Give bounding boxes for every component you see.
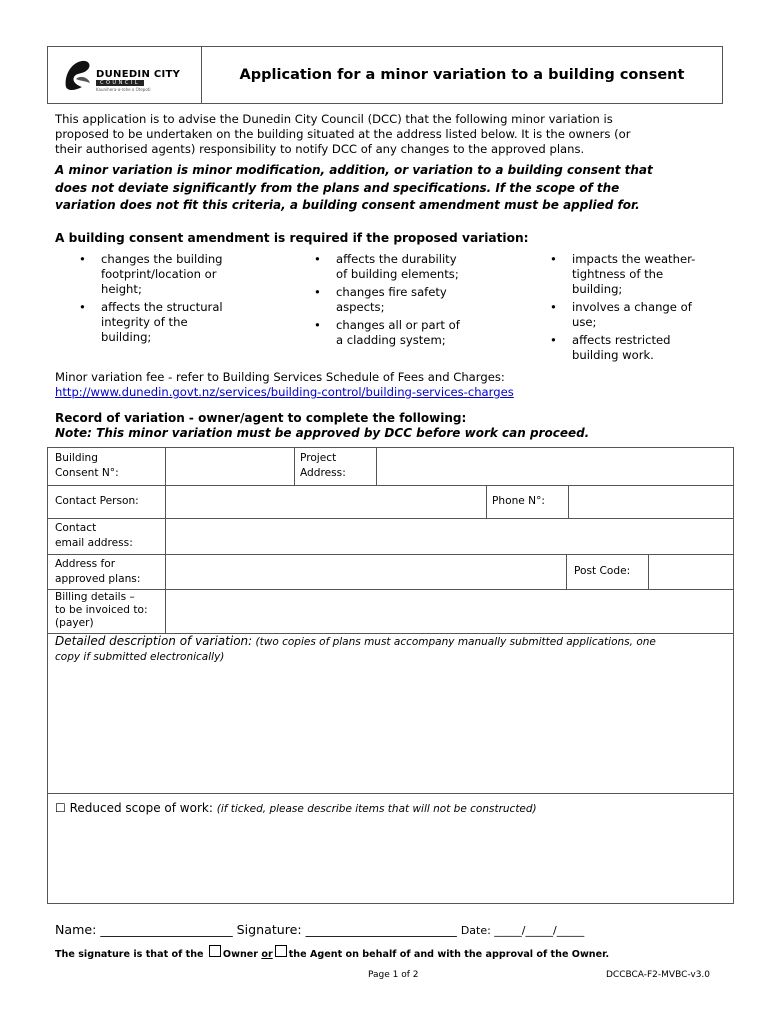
signature-line <box>55 922 584 937</box>
criteria-column-2 <box>314 252 460 351</box>
list-item: • affects the structural integrity of the building; <box>79 300 223 344</box>
criteria-column-1 <box>79 252 223 348</box>
post-code-label: Post Code: <box>574 565 631 577</box>
intro-paragraph <box>55 112 720 157</box>
contact-email-field[interactable] <box>166 519 733 554</box>
description-field[interactable] <box>48 665 733 792</box>
signature-note: The signature is that of the Owner or the Agent on behalf of and with the approval of the Owner. <box>55 945 609 960</box>
fee-text: Minor variation fee - refer to Building Services Schedule of Fees and Charges: <box>55 370 505 384</box>
contact-person-field[interactable] <box>166 486 486 518</box>
address-plans-field[interactable] <box>166 555 566 589</box>
list-item: • impacts the weather- tightness of the building; <box>550 252 696 296</box>
post-code-field[interactable] <box>649 555 733 589</box>
description-note: (two copies of plans must accompany manually submitted applications, one <box>255 636 656 648</box>
definition-line: variation does not fit this criteria, a building consent amendment must be applied for. <box>55 198 640 212</box>
reduced-scope-checkbox[interactable]: ☐ <box>55 801 66 815</box>
description-section <box>55 634 725 665</box>
list-item: • changes fire safety aspects; <box>314 285 447 314</box>
billing-field[interactable] <box>166 590 733 633</box>
building-consent-field[interactable] <box>166 448 294 485</box>
date-field[interactable]: Date: _____/_____/_____ <box>460 924 585 937</box>
intro-line: their authorised agents) responsibility to notify DCC of any changes to the approved plans. <box>55 142 585 156</box>
definition-line: A minor variation is minor modification, addition, or variation to a building consent that <box>55 163 653 177</box>
project-address-field[interactable] <box>377 448 733 485</box>
project-address-label: Project Address: <box>300 452 346 479</box>
definition-paragraph <box>55 162 720 215</box>
dcc-logo <box>62 55 180 95</box>
contact-email-label: Contact email address: <box>55 522 133 549</box>
criteria-column-3 <box>550 252 695 366</box>
signature-field[interactable]: Signature: ________________________ <box>236 922 457 937</box>
logo-line3: Kaunihera-a-rohe o Otepoti <box>96 87 151 92</box>
name-field[interactable]: Name: _____________________ <box>55 922 233 937</box>
list-item: • affects restricted building work. <box>550 333 671 362</box>
address-plans-label: Address for approved plans: <box>55 558 141 585</box>
contact-person-label: Contact Person: <box>55 495 139 507</box>
description-note: copy if submitted electronically) <box>55 651 225 663</box>
list-item: • affects the durability of building elements; <box>314 252 459 281</box>
document-title: Application for a minor variation to a building consent <box>239 67 685 83</box>
owner-checkbox[interactable] <box>209 945 221 957</box>
phone-label: Phone N°: <box>492 495 545 507</box>
list-item: • changes the building footprint/location or height; <box>79 252 223 296</box>
agent-checkbox[interactable] <box>275 945 287 957</box>
list-item: • changes all or part of a cladding system; <box>314 318 460 347</box>
dcc-logo-icon <box>62 57 94 93</box>
form-code: DCCBCA-F2-MVBC-v3.0 <box>606 970 711 980</box>
billing-label: Billing details – to be invoiced to: (payer) <box>55 591 148 629</box>
page-number: Page 1 of 2 <box>368 970 419 980</box>
intro-line: This application is to advise the Dunedin City Council (DCC) that the following minor variation is <box>55 112 613 126</box>
phone-field[interactable] <box>569 486 733 518</box>
logo-line2: COUNCIL <box>96 80 144 86</box>
description-title: Detailed description of variation: <box>55 634 253 648</box>
list-item: • involves a change of use; <box>550 300 692 329</box>
reduced-scope-label: Reduced scope of work: <box>69 801 213 815</box>
record-note: Note: This minor variation must be approved by DCC before work can proceed. <box>55 426 590 440</box>
building-consent-label: Building Consent N°: <box>55 452 119 479</box>
reduced-scope-row <box>55 801 537 815</box>
amendment-title: A building consent amendment is required if the proposed variation: <box>55 231 529 245</box>
logo-line1: DUNEDIN CITY <box>96 69 181 80</box>
definition-line: does not deviate significantly from the plans and specifications. If the scope of the <box>55 180 620 195</box>
reduced-scope-note: (if ticked, please describe items that will not be constructed) <box>216 803 537 815</box>
record-heading: Record of variation - owner/agent to complete the following: <box>55 411 467 425</box>
fees-link[interactable]: http://www.dunedin.govt.nz/services/building-control/building-services-charges <box>55 385 514 399</box>
reduced-scope-field[interactable] <box>48 822 733 903</box>
intro-line: proposed to be undertaken on the building situated at the address listed below. It is the owners (or <box>55 127 631 141</box>
